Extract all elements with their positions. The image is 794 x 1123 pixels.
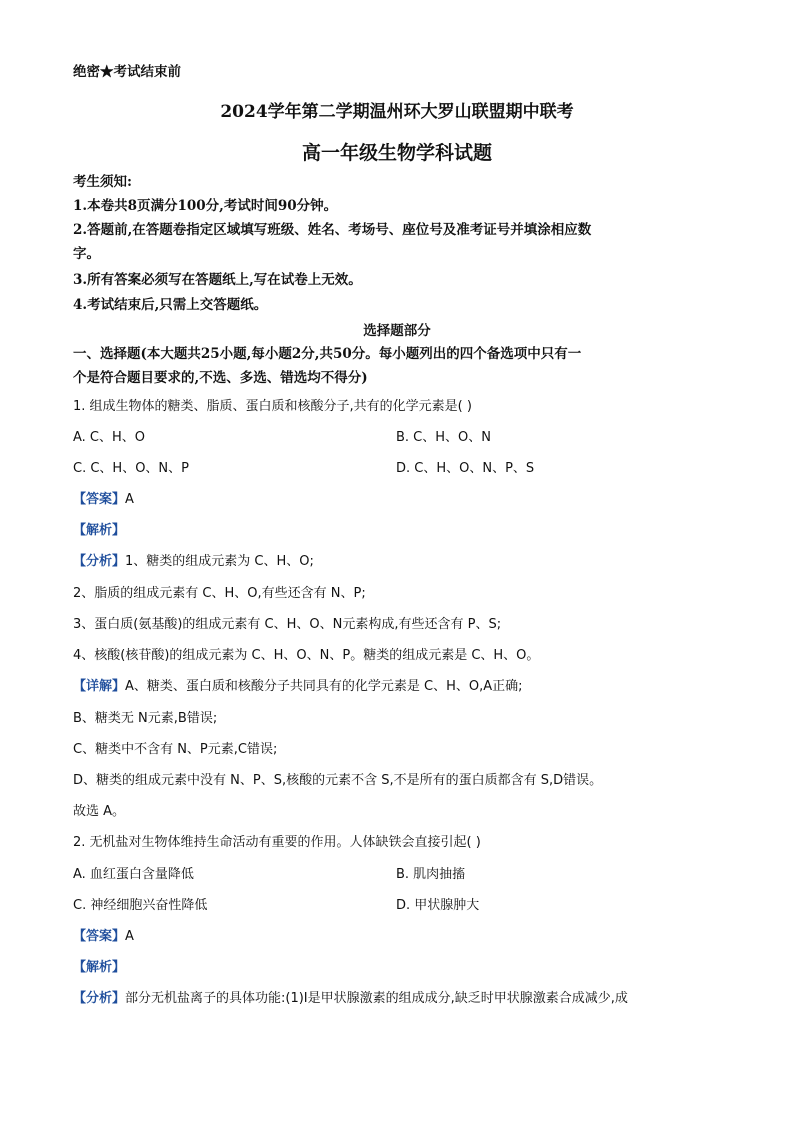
- q2-fenxi-1: [73, 989, 628, 1009]
- q1-conclusion: 故选 A。: [73, 804, 126, 819]
- notice-item-4: 4.考试结束后,只需上交答题纸。: [73, 297, 268, 313]
- q2-answer: [73, 927, 134, 947]
- answer-tag: 【答案】: [73, 492, 126, 507]
- fenxi-text: 部分无机盐离子的具体功能:(1)I是甲状腺激素的组成成分,缺乏时甲状腺激素合成减少,成: [125, 991, 628, 1006]
- q2-option-d: D. 甲状腺肿大: [396, 898, 480, 913]
- q1-analysis-heading: [73, 521, 125, 541]
- detail-text: A、糖类、蛋白质和核酸分子共同具有的化学元素是 C、H、O,A正确;: [125, 679, 523, 694]
- notice-item-1: 1.本卷共8页满分100分,考试时间90分钟。: [73, 198, 338, 214]
- q2-option-b: B. 肌肉抽搐: [396, 867, 466, 882]
- exam-subtitle: 高一年级生物学科试题: [301, 142, 492, 164]
- q1-option-b: B. C、H、O、N: [396, 430, 491, 445]
- q1-fenxi-1: [73, 552, 314, 572]
- detail-tag: 【详解】: [73, 679, 126, 694]
- answer-value: A: [125, 929, 134, 944]
- fenxi-tag: 【分析】: [73, 991, 126, 1006]
- section-instruction-b: 个是符合题目要求的,不选、多选、错选均不得分): [73, 370, 368, 386]
- q1-stem: 1. 组成生物体的糖类、脂质、蛋白质和核酸分子,共有的化学元素是( ): [73, 399, 472, 414]
- section-title: 选择题部分: [363, 323, 431, 339]
- q2-option-a: A. 血红蛋白含量降低: [73, 867, 194, 882]
- q1-detail-b: B、糖类无 N元素,B错误;: [73, 711, 218, 726]
- q1-fenxi-3: 3、蛋白质(氨基酸)的组成元素有 C、H、O、N元素构成,有些还含有 P、S;: [73, 617, 502, 632]
- q1-detail-c: C、糖类中不含有 N、P元素,C错误;: [73, 742, 278, 757]
- q2-option-c: C. 神经细胞兴奋性降低: [73, 898, 208, 913]
- notice-item-3: 3.所有答案必须写在答题纸上,写在试卷上无效。: [73, 272, 362, 288]
- section-instruction-a: 一、选择题(本大题共25小题,每小题2分,共50分。每小题列出的四个备选项中只有一: [73, 346, 582, 362]
- q2-stem: 2. 无机盐对生物体维持生命活动有重要的作用。人体缺铁会直接引起( ): [73, 835, 481, 850]
- q1-option-c: C. C、H、O、N、P: [73, 461, 189, 476]
- notice-item-2b: 字。: [73, 246, 100, 262]
- analysis-tag: 【解析】: [73, 523, 126, 538]
- q1-answer: [73, 490, 134, 510]
- answer-tag: 【答案】: [73, 929, 126, 944]
- q1-detail-a: [73, 677, 523, 697]
- confidential-mark: 绝密★考试结束前: [73, 64, 181, 80]
- q1-option-a: A. C、H、O: [73, 430, 146, 445]
- fenxi-text: 1、糖类的组成元素为 C、H、O;: [125, 554, 314, 569]
- answer-value: A: [125, 492, 134, 507]
- q1-fenxi-4: 4、核酸(核苷酸)的组成元素为 C、H、O、N、P。糖类的组成元素是 C、H、O。: [73, 648, 540, 663]
- q1-fenxi-2: 2、脂质的组成元素有 C、H、O,有些还含有 N、P;: [73, 586, 366, 601]
- exam-title: 2024学年第二学期温州环大罗山联盟期中联考: [220, 102, 574, 122]
- notice-item-2a: 2.答题前,在答题卷指定区域填写班级、姓名、考场号、座位号及准考证号并填涂相应数: [73, 222, 592, 238]
- q2-analysis-heading: [73, 958, 125, 978]
- q1-detail-d: D、糖类的组成元素中没有 N、P、S,核酸的元素不含 S,不是所有的蛋白质都含有 S,D错误。: [73, 773, 603, 788]
- q1-option-d: D. C、H、O、N、P、S: [396, 461, 535, 476]
- fenxi-tag: 【分析】: [73, 554, 126, 569]
- notice-heading: 考生须知:: [73, 174, 132, 190]
- analysis-tag: 【解析】: [73, 960, 126, 975]
